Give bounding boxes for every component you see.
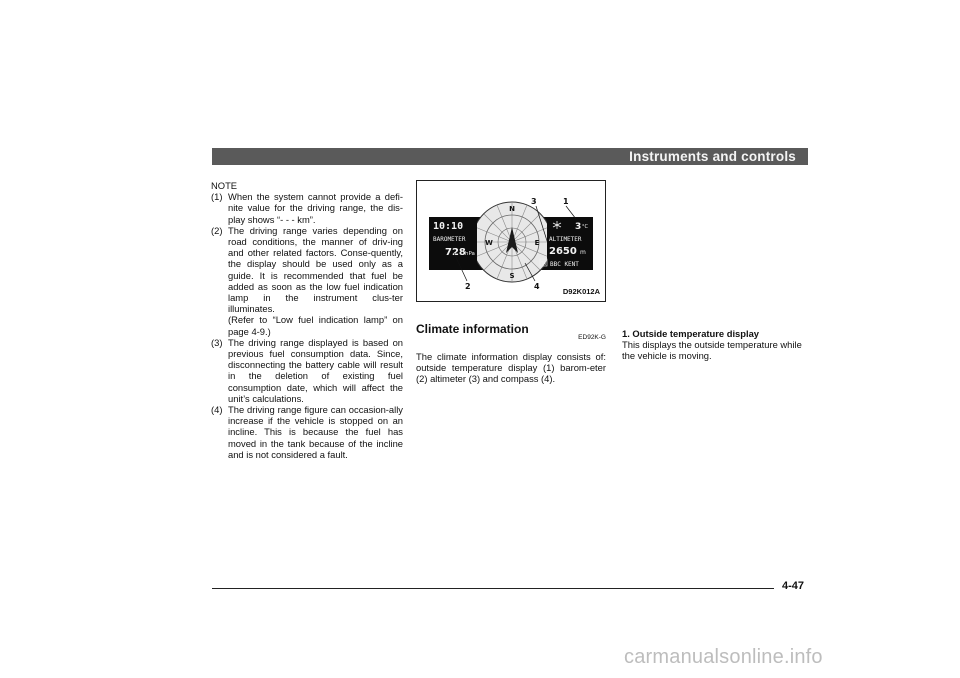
note-text: (Refer to “Low fuel indication lamp” on page 4-9.) (228, 314, 403, 337)
svg-text:S: S (509, 272, 515, 280)
altimeter-value: 2650 (549, 246, 577, 257)
section-title: Instruments and controls (629, 149, 796, 164)
temperature-value: 3 (575, 222, 582, 232)
compass-dial (472, 202, 552, 282)
display-illustration (417, 181, 607, 303)
altimeter-label: ALTIMETER (549, 236, 582, 243)
climate-body: The climate information display consists of: outside temperature display (1) barom-eter (2) altimeter (3) and compass (4). (416, 351, 606, 385)
note-text: The driving range displayed is based on previous fuel consumption data. Since, disconnecting the battery cable will result in the deletion of existing fuel consumption date, which will affect the unit’s calculations. (228, 336, 403, 404)
barometer-value: 728 (445, 247, 466, 258)
watermark: carmanualsonline.info (624, 646, 823, 668)
header-bar (212, 148, 808, 165)
footer-rule (212, 588, 774, 589)
note-text: The driving range varies depending on road conditions, the manner of driv-ing and other related factors. Conse-quently, the display should be used only as a guide. It is recommended that fuel be added as soon as the low fuel indication lamp in the instrument clus-ter illuminates. (228, 224, 403, 315)
svg-text:hPa: hPa (465, 251, 475, 257)
svg-text:E: E (534, 239, 540, 247)
clock-readout: 10:10 (433, 221, 464, 232)
note-item: (2) The driving range varies depending on road conditions, the manner of driv-ing and other related factors. Conse-quently, the display should be used only as a guide. It is recommended that fuel be added as soon as the low fuel indication lamp in the instrument clus-ter illuminates. (211, 224, 403, 315)
barometer-label: BAROMETER (433, 236, 466, 243)
callout-3: 3 (531, 197, 537, 206)
outside-temp-heading: 1. Outside temperature display (622, 328, 760, 339)
climate-code: ED92K-G (578, 334, 606, 341)
note-text: The driving range figure can occasion-ally increase if the vehicle is stopped on an incline. This is because the fuel has moved in the tank because of the incline and is not considered a fault. (228, 404, 403, 460)
climate-column (416, 180, 606, 385)
figure-code: D92K012A (562, 286, 600, 296)
radio-station: BBC KENT (550, 261, 579, 268)
outside-temp-body: This displays the outside temperature while the vehicle is moving. (622, 339, 802, 362)
note-item: (4) The driving range figure can occasion-ally increase if the vehicle is stopped on an incline. This is because the fuel has moved in the tank because of the incline and is not considered a fault. (211, 404, 403, 460)
svg-text:TA: TA (541, 261, 546, 266)
note-item (211, 314, 403, 336)
callout-4: 4 (534, 282, 540, 291)
page-number: 4-47 (782, 580, 805, 592)
climate-display-figure (416, 180, 606, 302)
outside-temp-column (622, 328, 810, 362)
note-column (211, 180, 403, 460)
note-heading: NOTE (211, 180, 238, 191)
note-item: (1) When the system cannot provide a defi-nite value for the driving range, the dis-play shows “- - - km”. (211, 191, 403, 225)
svg-text:N: N (509, 205, 515, 213)
note-item: (3) The driving range displayed is based on previous fuel consumption data. Since, disconnecting the battery cable will result in the deletion of existing fuel consumption date, which will affect the unit’s calculations. (211, 336, 403, 404)
note-text: When the system cannot provide a defi-nite value for the driving range, the dis-play shows “- - - km”. (228, 191, 403, 225)
svg-text:W: W (485, 239, 493, 247)
callout-1: 1 (563, 197, 569, 206)
svg-text:°C: °C (582, 224, 588, 230)
callout-2: 2 (465, 282, 471, 291)
climate-heading: Climate information (416, 322, 529, 336)
svg-text:m: m (580, 249, 586, 256)
